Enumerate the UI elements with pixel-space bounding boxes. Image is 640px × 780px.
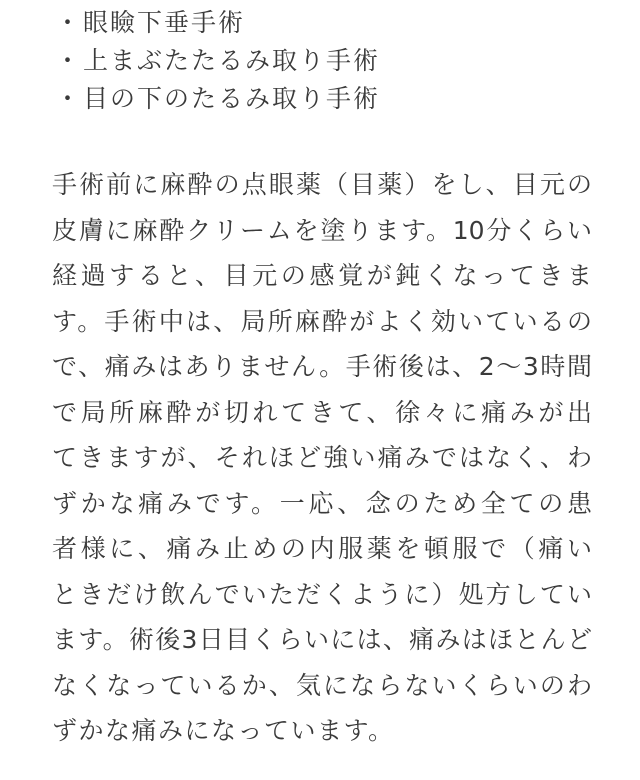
- list-item: [55, 42, 615, 80]
- list-item-text: 上まぶたたるみ取り手術: [83, 46, 381, 75]
- paragraph-line: てきますが、それほど強い痛みではなく、わ: [52, 443, 592, 472]
- paragraph-line: 者様に、痛み止めの内服薬を頓服で（痛い: [52, 534, 592, 563]
- paragraph-line: 手術前に麻酔の点眼薬（目薬）をし、目元の: [52, 170, 592, 199]
- paragraph-line: なくなっているか、気にならないくらいのわ: [52, 670, 592, 700]
- paragraph-line: ずかな痛みになっています。: [52, 716, 395, 745]
- paragraph-line: 経過すると、目元の感覚が鈍くなってきま: [52, 261, 592, 290]
- paragraph-line: 皮膚に麻酔クリームを塗ります。10分くらい: [52, 215, 592, 245]
- list-item-text: 目の下のたるみ取り手術: [83, 84, 381, 113]
- bullet-marker: ・: [55, 84, 83, 113]
- paragraph-line: で、痛みはありません。手術後は、2〜3時間: [52, 352, 592, 381]
- anesthesia-pain-paragraph: [52, 162, 592, 754]
- list-item: [55, 80, 615, 118]
- paragraph-line: で局所麻酔が切れてきて、徐々に痛みが出: [52, 397, 592, 427]
- paragraph-line: ます。術後3日目くらいには、痛みはほとんど: [52, 625, 592, 654]
- paragraph-line: ときだけ飲んでいただくように）処方してい: [52, 579, 592, 609]
- list-item-text: 眼瞼下垂手術: [83, 8, 246, 37]
- list-item: [55, 4, 615, 42]
- bullet-marker: ・: [55, 8, 83, 37]
- paragraph-line: ずかな痛みです。一応、念のため全ての患: [52, 488, 592, 518]
- surgery-type-list: [55, 4, 615, 118]
- paragraph-line: す。手術中は、局所麻酔がよく効いているの: [52, 306, 592, 336]
- bullet-marker: ・: [55, 46, 83, 75]
